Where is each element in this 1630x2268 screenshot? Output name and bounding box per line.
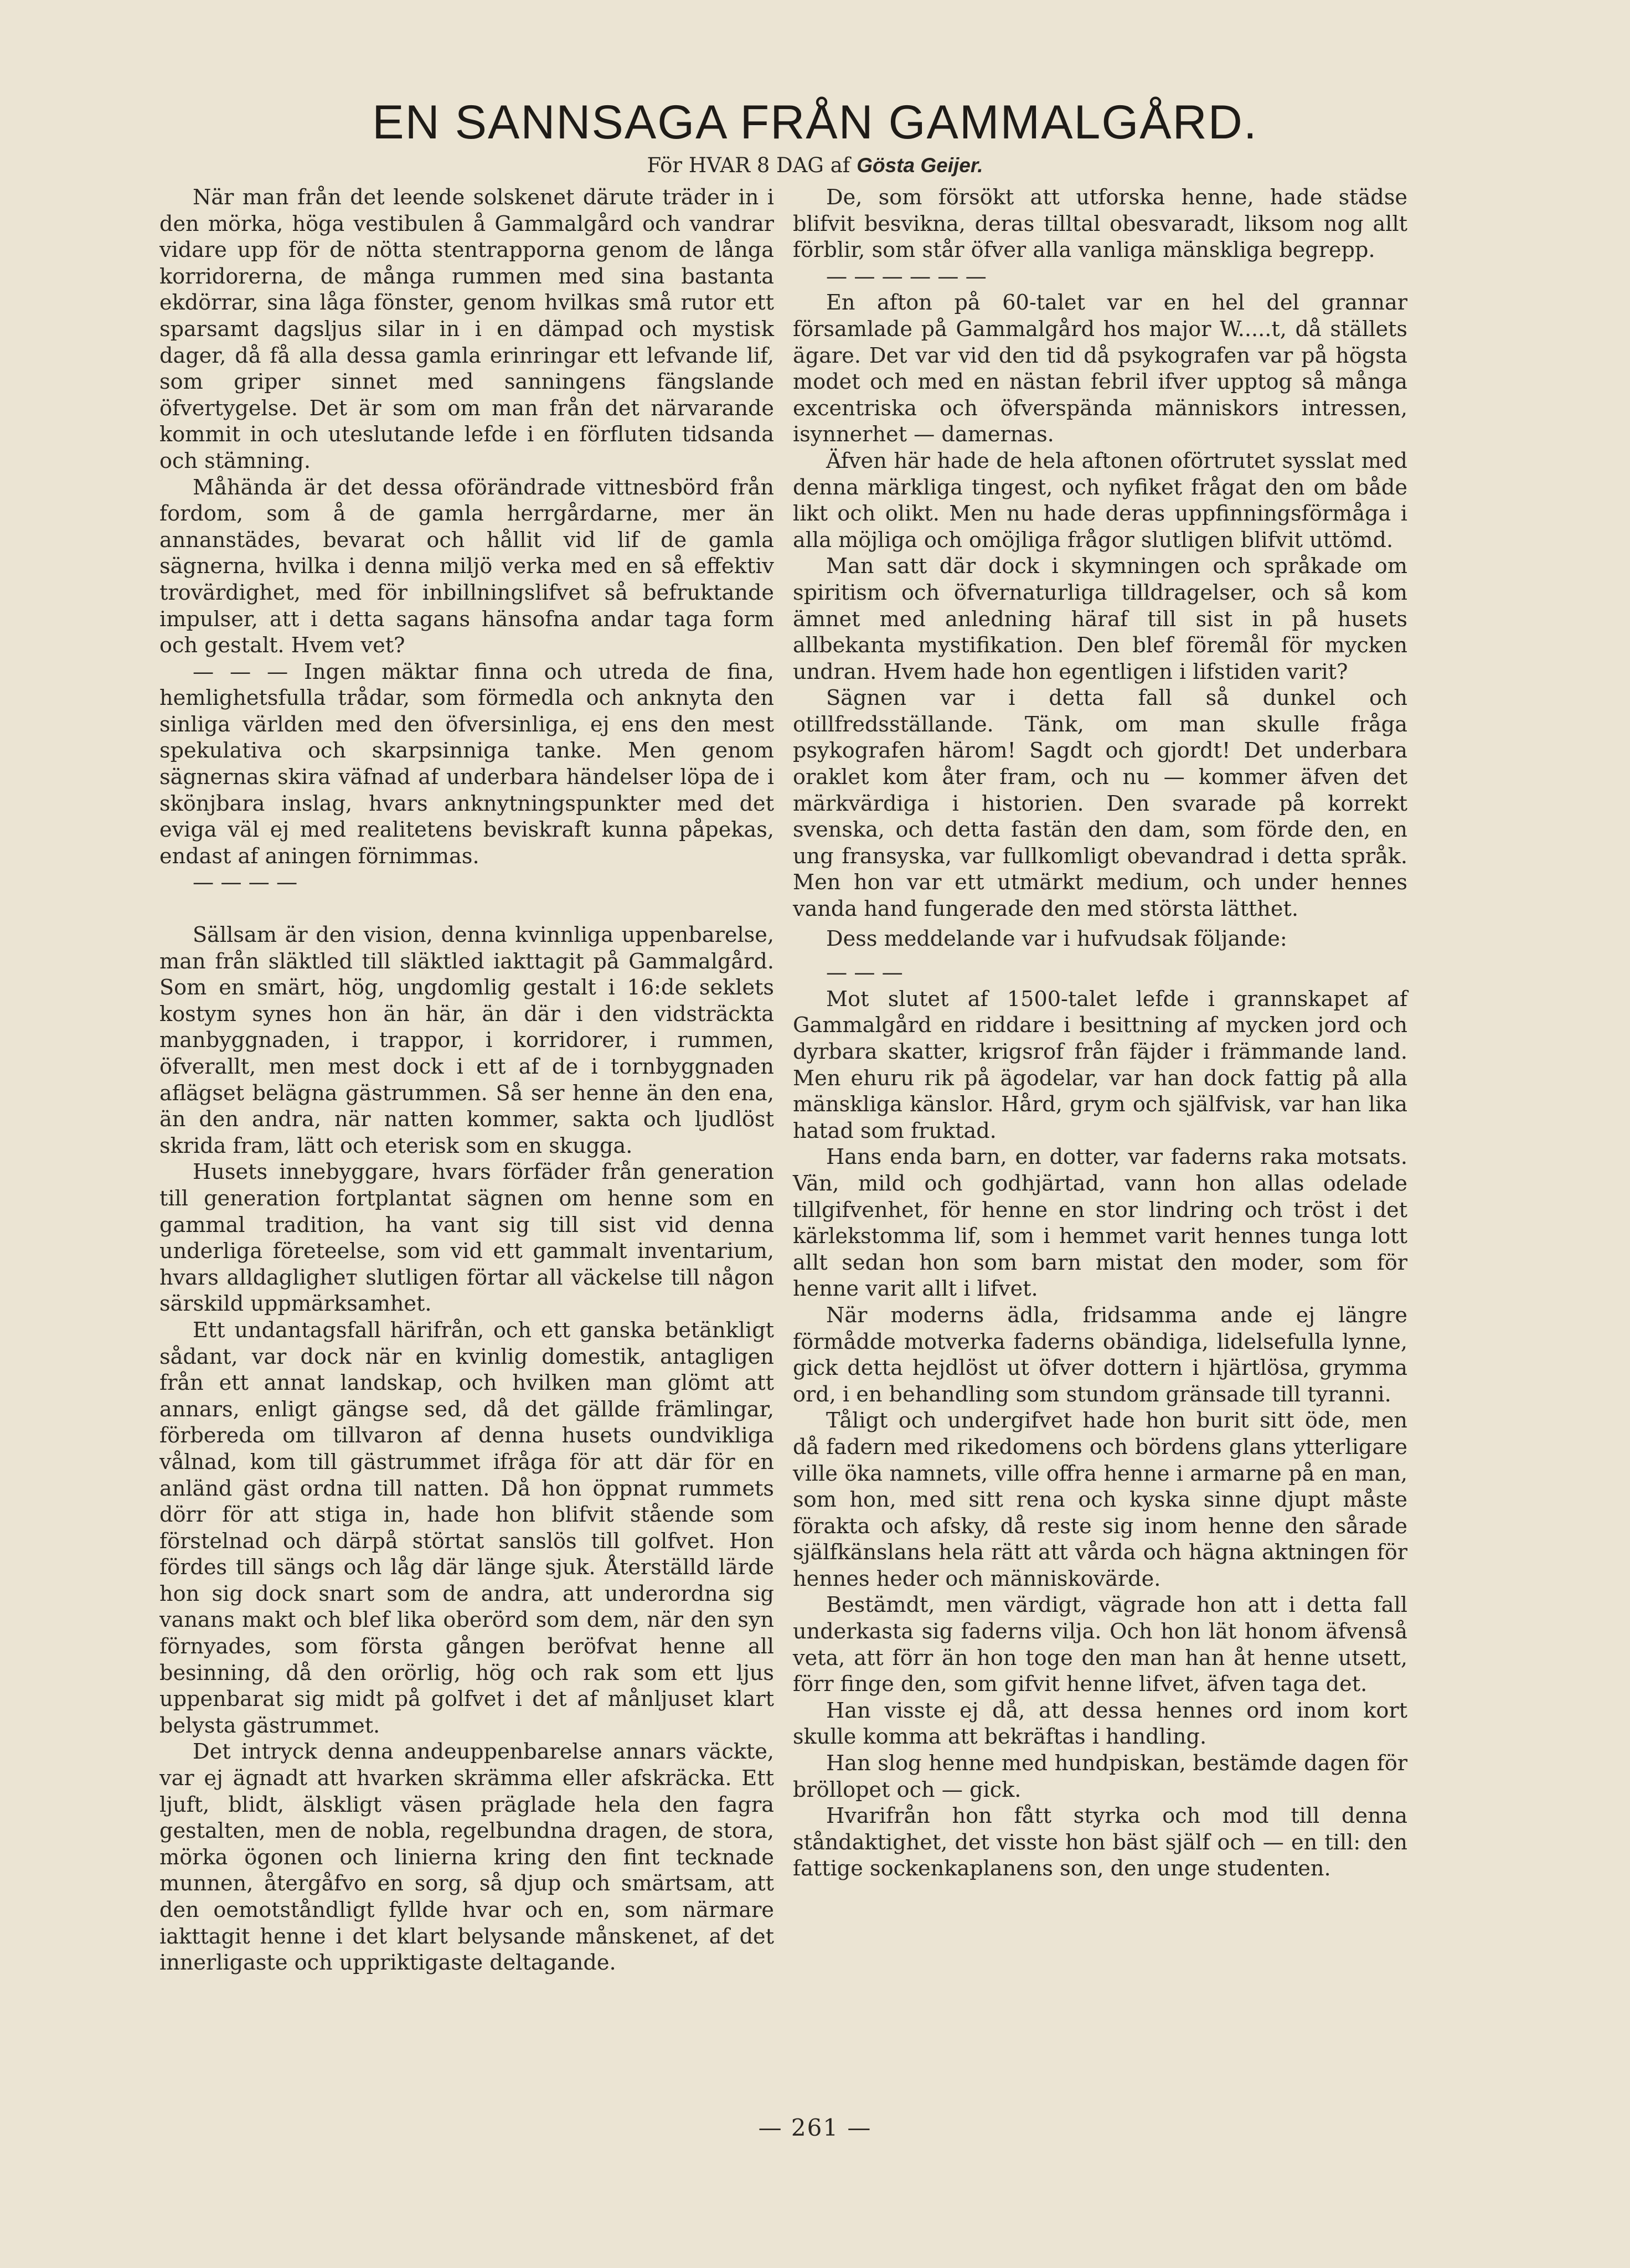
article-title: EN SANNSAGA FRÅN GAMMALGÅRD. [372,96,1258,149]
paragraph: Han visste ej då, att dessa hennes ord inom kort skulle komma att bekräftas i handling. [793,1698,1407,1750]
section-divider: — — — — [193,870,298,895]
paragraph: När moderns ädla, fridsamma ande ej längre förmådde motverka faderns obändiga, lidelsefulla lynne, gick detta hejdlöst ut öfver dottern i hjärtlösa, grymma ord, i en behandling som stundom gränsade till tyranni. [793,1303,1407,1407]
paragraph: Ett undantagsfall härifrån, och ett ganska betänkligt sådant, var dock när en kvinlig domestik, antagligen från ett annat landskap, och hvilken man glömt att annars, enligt gängse sed, då det gällde främlingar, förbereda om tillvaron af denna husets oundvikliga vålnad, kom till gästrummet ifråga för att där för en anländ gäst ordna till natten. Då hon öppnat rummets dörr för att stiga in, hade hon blifvit stående som förstelnad och därpå störtat sanslös till golfvet. Hon fördes till sängs och låg där länge sjuk. Återställd lärde hon sig dock snart som de andra, att underordna sig vanans makt och blef lika oberörd som dem, när den syn förnyades, som första gången beröfvat henne all besinning, då den orörlig, hög och rak som ett ljus uppenbarat sig midt på golfvet i det af månljuset klart belysta gästrummet. [159,1318,774,1738]
paragraph: De, som försökt att utforska henne, hade städse blifvit besvikna, deras tilltal obesvaradt, liksom nog allt förblir, som står öfver alla vanliga mänskliga begrepp. [793,185,1407,263]
paragraph: När man från det leende solskenet därute träder in i den mörka, höga vestibulen å Gammalgård och vandrar vidare upp för de nötta stentrapporna genom de långa korridorerna, de många rummen med sina bastanta ekdörrar, sina låga fönster, genom hvilkas små rutor ett sparsamt dagsljus silar in i en dämpad och mystisk dager, då få alla dessa gamla erinringar ett lefvande lif, som griper sinnet med sanningens fängslande öfvertygelse. Det är som om man från det närvarande kommit in och uteslutande lefde i en förfluten tidsanda och stämning. [159,185,774,473]
left-column [159,185,774,1977]
paragraph: Sägnen var i detta fall så dunkel och otillfredsställande. Tänk, om man skulle fråga psykografen härom! Sagdt och gjordt! Det underbara oraklet kom åter fram, och nu — kommer äfven det märkvärdiga i historien. Den svarade på korrekt svenska, och detta fastän den dam, som förde den, en ung fransyska, var fullkomligt obevandrad i detta språk. Men hon var ett utmärkt medium, och under hennes vanda hand fungerade den med största lätthet. [793,686,1407,922]
paragraph: Tåligt och undergifvet hade hon burit sitt öde, men då fadern med rikedomens och bördens glans ytterligare ville öka namnets, ville offra henne i armarne på en man, som hon, med sitt rena och kyska sinne djupt måste förakta och afsky, då reste sig inom henne den sårade själfkänslans hela rätt att vårda och hägna aktningen för hennes heder och människovärde. [793,1409,1407,1591]
paragraph: Sällsam är den vision, denna kvinnliga uppenbarelse, man från släktled till släktled iakttagit på Gammalgård. Som en smärt, hög, ungdomlig gestalt i 16:de seklets kostym synes hon än här, än där i den vidsträckta manbyggnaden, i trappor, i korridorer, i rummen, öfverallt, men mest dock i ett af de i tornbyggnaden aflägset belägna gästrummen. Så ser henne än den ena, än den andra, när natten kommer, sakta och ljudlöst skrida fram, lätt och eterisk som en skugga. [159,923,774,1158]
paragraph: Bestämdt, men värdigt, vägrade hon att i detta fall underkasta sig faderns vilja. Och hon lät honom äfvenså veta, att förr än hon toge den man han åt henne utsett, förr finge den, som gifvit henne lifvet, äfven taga det. [793,1593,1407,1697]
paragraph: Dess meddelande var i hufvudsak följande: [826,926,1287,951]
paragraph: Äfven här hade de hela aftonen oförtrutet sysslat med denna märkliga tingest, och nyfiket frågat den om både likt och olikt. Men nu hade deras uppfinningsförmåga i alla möjliga och omöjliga frågor slutligen blifvit uttömd. [793,449,1407,553]
byline-author: Gösta Geijer. [857,154,983,177]
right-column [793,185,1407,1883]
paragraph: Man satt där dock i skymningen och språkade om spiritism och öfvernaturliga tilldragelser, och så kom ämnet med anledning häraf till sist in på husets allbekanta mystifikation. Den blef föremål för mycken undran. Hvem hade hon egentligen i lifstiden varit? [793,554,1407,684]
paragraph: Husets innebyggare, hvars förfäder från generation till generation fortplantat sägnen om henne som en gammal tradition, ha vant sig till sist vid denna underliga företeelse, som vid ett gammalt inventarium, hvars alldagligheт slutligen förtar all väckelse till någon särskild uppmärksamhet. [159,1160,774,1317]
article-byline [0,153,1630,177]
paragraph: Måhända är det dessa oförändrade vittnesbörd från fordom, som å de gamla herrgårdarne, mer än annanstädes, bevarat och hållit vid lif de gamla sägnerna, hvilka i denna miljö verka med en så effektiv trovärdighet, med för inbillningslifvet så befruktande impulser, att i detta sagans hänsofna andar taga form och gestalt. Hvem vet? [159,475,774,658]
paragraph: Hans enda barn, en dotter, var faderns raka motsats. Vän, mild och godhjärtad, vann hon allas odelade tillgifvenhet, för henne en stor lindring och tröst i det kärlekstomma lif, som i hemmet varit hennes tunga lott allt sedan hon som barn mistat den moder, som för henne varit allt i lifvet. [793,1145,1407,1302]
page-number: — 261 — [758,2114,872,2141]
paragraph: Han slog henne med hundpiskan, bestämde dagen för bröllopet och — gick. [793,1751,1407,1802]
paragraph: Det intryck denna andeuppenbarelse annars väckte, var ej ägnadt att hvarken skrämma eller afskräcka. Ett ljuft, blidt, älskligt väsen präglade hela den fagra gestalten, men de nobla, regelbundna dragen, de stora, mörka ögonen och linierna kring den fint tecknade munnen, återgåfvo en sorg, så djup och smärtsam, att den oemotståndligt fyllde hvar och en, som närmare iakttagit henne i det klart belysande månskenet, af det innerligaste och uppriktigaste deltagande. [159,1740,774,1976]
paragraph: Mot slutet af 1500-talet lefde i grannskapet af Gammalgård en riddare i besittning af mycken jord och dyrbara skatter, krigsrof från fäjder i främmande land. Men ehuru rik på ägodelar, var han dock fattig på alla mänskliga känslor. Hård, grym och själfvisk, var han lika hatad som fruktad. [793,987,1407,1143]
paragraph: Hvarifrån hon fått styrka och mod till denna ståndaktighet, det visste hon bäst själf och — en till: den fattige sockenkaplanens son, den unge studenten. [793,1804,1407,1882]
section-divider: — — — — — — [826,264,987,289]
section-divider: — — — [826,961,903,986]
paragraph: En afton på 60-talet var en hel del grannar församlade på Gammalgård hos major W.....t, då ställets ägare. Det var vid den tid då psykografen var på högsta modet och med en nästan febril ifver upptog så många excentriska och öfverspända människors intressen, isynnerhet — damernas. [793,291,1407,447]
paragraph: — — — Ingen mäktar finna och utreda de fina, hemlighetsfulla trådar, som förmedla och anknyta den sinliga världen med den öfversinliga, ej ens den mest spekulativa och skarpsinniga tanke. Men genom sägnernas skira väfnad af underbara händelser löpa de i skönjbara inslag, hvars anknytningspunkter med det eviga väl ej med realitetens beviskraft kunna påpekas, endast af aningen förnimmas. [159,659,774,869]
byline-prefix: För HVAR 8 DAG af [647,153,850,177]
